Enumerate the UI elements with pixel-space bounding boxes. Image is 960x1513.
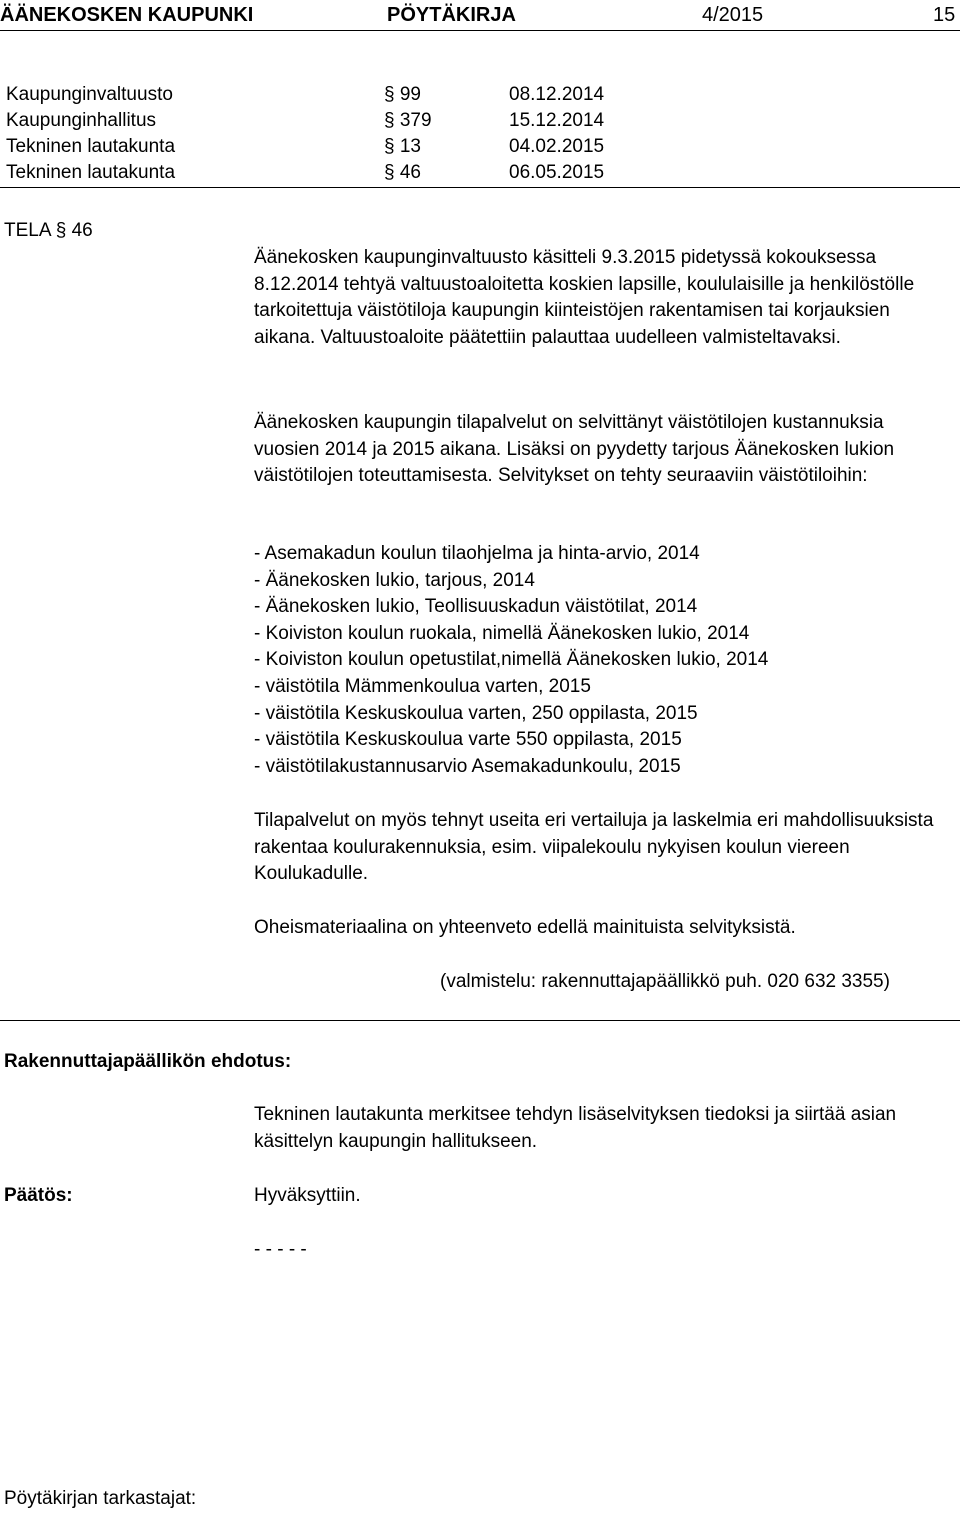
preparer-note: (valmistelu: rakennuttajapäällikkö puh. 020 632 3355) [440,971,890,992]
header-divider [0,30,960,31]
page-number: 15 [933,4,956,26]
attachment-text: Oheismateriaalina on yhteenveto edellä mainituista selvityksistä. [254,917,796,938]
list-item: - Äänekosken lukio, tarjous, 2014 [254,569,535,591]
section-divider [0,1020,960,1021]
list-item: - väistötila Mämmenkoulua varten, 2015 [254,675,591,697]
organization-name: ÄÄNEKOSKEN KAUPUNKI [0,4,254,26]
intro-paragraph [254,245,934,351]
history-body: Kaupunginhallitus [6,110,157,131]
history-date: 08.12.2014 [509,84,605,105]
decision-heading: Päätös: [4,1185,73,1206]
history-body: Tekninen lautakunta [6,136,176,157]
history-section: § 99 [384,84,421,105]
history-section: § 13 [384,136,421,157]
list-item: - väistötilakustannusarvio Asemakadunkoulu, 2015 [254,755,681,777]
list-item: - Koiviston koulun opetustilat,nimellä Äänekosken lukio, 2014 [254,649,769,671]
calculations-text: Tilapalvelut on myös tehnyt useita eri vertailuja ja laskelmia eri mahdollisuuksista rakentaa koulurakennuksia, esim. viipalekoulu nykyisen koulun viereen Koulukadulle. [254,810,934,885]
list-item: - väistötila Keskuskoulua varte 550 oppilasta, 2015 [254,729,682,751]
decision-text: Hyväksyttiin. [254,1185,361,1206]
surveys-text: Äänekosken kaupungin tilapalvelut on selvittänyt väistötilojen kustannuksia vuosien 2014 ja 2015 aikana. Lisäksi on pyydetty tarjous Äänekosken lukion väistötilojen toteuttamisesta. Selvitykset on tehty seuraaviin väistötiloihin: [254,412,895,487]
history-body: Kaupunginvaltuusto [6,84,173,105]
issue-number: 4/2015 [702,4,764,26]
intro-text: Äänekosken kaupunginvaltuusto käsitteli 9.3.2015 pidetyssä kokouksessa 8.12.2014 tehtyä valtuustoaloitetta koskien lapsille, koululaisille ja henkilöstölle tarkoitettuja väistötiloja kaupungin kiinteistöjen rakentamisen tai korjauksien aikana. Valtuustoaloite päätettiin palauttaa uudelleen valmisteltavaksi. [254,247,915,348]
history-section: § 379 [384,110,432,131]
history-body: Tekninen lautakunta [6,162,176,183]
proposal-heading: Rakennuttajapäällikön ehdotus: [4,1051,292,1072]
list-item: - Koiviston koulun ruokala, nimellä Äänekosken lukio, 2014 [254,622,750,644]
list-item: - väistötila Keskuskoulua varten, 250 oppilasta, 2015 [254,702,698,724]
reviewers-label: Pöytäkirjan tarkastajat: [4,1488,197,1509]
history-date: 06.05.2015 [509,162,605,183]
proposal-text: Tekninen lautakunta merkitsee tehdyn lisäselvityksen tiedoksi ja siirtää asian käsittelyn kaupungin hallitukseen. [254,1104,897,1152]
proposal-paragraph [254,1102,934,1155]
section-separator: - - - - - [254,1239,307,1260]
document-type: PÖYTÄKIRJA [387,4,516,26]
history-date: 04.02.2015 [509,136,605,157]
history-date: 15.12.2014 [509,110,605,131]
attachment-paragraph [254,915,934,942]
history-section: § 46 [384,162,421,183]
surveys-paragraph [254,410,934,490]
history-divider [0,187,960,188]
calculations-paragraph [254,808,934,888]
list-item: - Asemakadun koulun tilaohjelma ja hinta-arvio, 2014 [254,543,700,564]
survey-list [254,541,934,780]
case-reference: TELA § 46 [4,220,93,241]
list-item: - Äänekosken lukio, Teollisuuskadun väistötilat, 2014 [254,596,698,618]
